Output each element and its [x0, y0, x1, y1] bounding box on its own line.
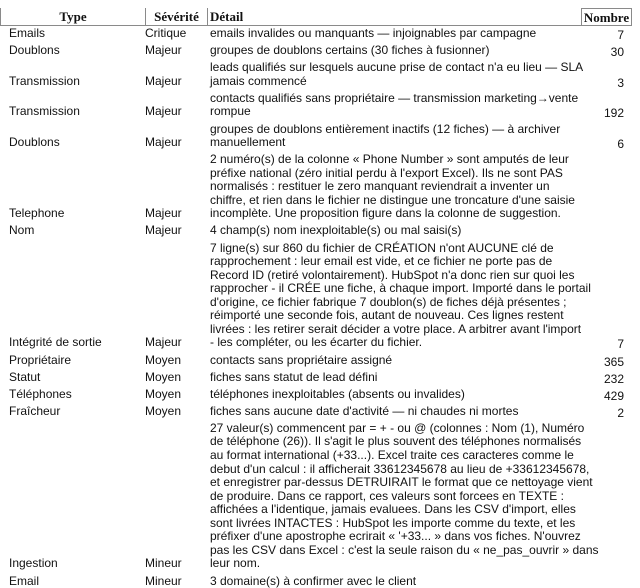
- cell-severity: Majeur: [145, 224, 182, 237]
- detail-line: groupes de doublons certains (30 fiches à fusionner): [210, 44, 580, 58]
- cell-count: 30: [611, 46, 624, 59]
- cell-type: Ingestion: [9, 557, 58, 570]
- cell-type: Statut: [9, 371, 40, 384]
- detail-line: fiches sans aucune date d'activité — ni chaudes ni mortes: [210, 405, 580, 419]
- detail-line: de téléphone (26)). Il s'agit le plus souvent des téléphones normalisés: [210, 435, 580, 449]
- cell-detail: [210, 27, 580, 41]
- table-row[interactable]: [0, 575, 632, 588]
- detail-line: 4 champ(s) nom inexploitable(s) ou mal saisi(s): [210, 224, 580, 238]
- cell-severity: Majeur: [145, 75, 182, 88]
- cell-severity: Moyen: [145, 354, 181, 367]
- cell-type: Propriétaire: [9, 354, 71, 367]
- cell-severity: Mineur: [145, 557, 182, 570]
- cell-severity: Majeur: [145, 136, 182, 149]
- cell-severity: Critique: [145, 27, 186, 40]
- table-row[interactable]: [0, 242, 632, 350]
- detail-line: Record ID (retiré volontairement). HubSpot n'a donc rien sur quoi les: [210, 269, 580, 283]
- detail-line: préfixe national (zéro initial perdu à l'export Excel). Ils ne sont PAS: [210, 167, 580, 181]
- cell-count: 7: [617, 338, 624, 351]
- detail-line: et enregistrer par-dessus DETRUIRAIT le format que ce nettoyage vient: [210, 476, 580, 490]
- cell-detail: [210, 61, 580, 88]
- cell-detail: [210, 575, 580, 588]
- cell-detail: [210, 422, 580, 571]
- detail-line: contacts sans propriétaire assigné: [210, 354, 580, 368]
- table-row[interactable]: [0, 371, 632, 385]
- cell-type: Telephone: [9, 207, 64, 220]
- detail-line: 2 numéro(s) de la colonne « Phone Number » sont amputés de leur: [210, 153, 580, 167]
- detail-line: normalisés : restituer le zero manquant reviendrait a inventer un: [210, 180, 580, 194]
- detail-line: téléphones inexploitables (absents ou invalides): [210, 388, 580, 402]
- cell-count: 232: [604, 373, 624, 386]
- cell-severity: Moyen: [145, 371, 181, 384]
- detail-line: au format international (+33...). Excel traite ces caracteres comme le: [210, 449, 580, 463]
- cell-type: Intégrité de sortie: [9, 336, 102, 349]
- cell-count: 3: [617, 77, 624, 90]
- cell-type: Doublons: [9, 44, 60, 57]
- detail-line: 7 ligne(s) sur 860 du fichier de CRÉATION n'ont AUCUNE clé de: [210, 242, 580, 256]
- cell-count: 365: [604, 356, 624, 369]
- cell-detail: [210, 153, 580, 221]
- detail-line: d'origine, ce fichier fabrique 7 doublon(s) de fiches déjà présentes ;: [210, 296, 580, 310]
- cell-type: Fraîcheur: [9, 405, 60, 418]
- detail-line: 3 domaine(s) à confirmer avec le client: [210, 575, 580, 588]
- detail-line: emails invalides ou manquants — injoignables par campagne: [210, 27, 580, 41]
- cell-type: Transmission: [9, 105, 80, 118]
- table-row[interactable]: [0, 44, 632, 58]
- cell-severity: Majeur: [145, 105, 182, 118]
- detail-line: affichées a l'identique, jamais evaluees. Dans les CSV d'import, elles: [210, 503, 580, 517]
- detail-line: livrées : les retirer serait décider a votre place. A arbitrer avant l'import: [210, 323, 580, 337]
- detail-line: fiches sans statut de lead défini: [210, 371, 580, 385]
- detail-line: debut d'un calcul : il afficherait 33612345678 au lieu de +33612345678,: [210, 463, 580, 477]
- cell-detail: [210, 92, 580, 119]
- cell-severity: Majeur: [145, 44, 182, 57]
- table-row[interactable]: [0, 388, 632, 402]
- cell-detail: [210, 388, 580, 402]
- detail-line: manuellement: [210, 136, 580, 150]
- cell-type: Email: [9, 575, 39, 588]
- cell-severity: Mineur: [145, 575, 182, 588]
- cell-severity: Moyen: [145, 388, 181, 401]
- table-row[interactable]: [0, 224, 632, 238]
- detail-line: préfixer d'une apostrophe ecrirait « '+33... » dans vos fiches. N'ouvrez: [210, 530, 580, 544]
- detail-line: 27 valeur(s) commencent par = + - ou @ (colonnes : Nom (1), Numéro: [210, 422, 580, 436]
- table-row[interactable]: [0, 422, 632, 571]
- detail-line: incomplète. Une proposition figure dans la colonne de suggestion.: [210, 207, 580, 221]
- detail-line: leads qualifiés sur lesquels aucune prise de contact n'a eu lieu — SLA: [210, 61, 580, 75]
- header-detail[interactable]: Détail: [208, 8, 582, 26]
- cell-detail: [210, 44, 580, 58]
- cell-count: 192: [604, 107, 624, 120]
- header-severity[interactable]: Sévérité: [146, 8, 208, 26]
- header-count[interactable]: Nombre: [582, 8, 632, 26]
- table-row[interactable]: [0, 153, 632, 221]
- table-row[interactable]: [0, 92, 632, 119]
- detail-line: rompue: [210, 105, 580, 119]
- cell-type: Nom: [9, 224, 34, 237]
- detail-line: pas les CSV dans Excel : c'est la seule raison du « ne_pas_ouvrir » dans: [210, 544, 580, 558]
- detail-line: sont livrées INTACTES : HubSpot les importe comme du texte, et les: [210, 517, 580, 531]
- cell-count: 2: [617, 407, 624, 420]
- detail-line: contacts qualifiés sans propriétaire — transmission marketing→vente: [210, 92, 580, 106]
- table-row[interactable]: [0, 61, 632, 88]
- cell-type: Doublons: [9, 136, 60, 149]
- detail-line: leur nom.: [210, 557, 580, 571]
- cell-type: Téléphones: [9, 388, 72, 401]
- header-type[interactable]: Type: [0, 8, 146, 26]
- detail-line: jamais commencé: [210, 75, 580, 89]
- cell-severity: Majeur: [145, 336, 182, 349]
- cell-detail: [210, 405, 580, 419]
- detail-line: rapprochement : leur email est vide, et ce fichier ne porte pas de: [210, 255, 580, 269]
- cell-count: 6: [617, 138, 624, 151]
- cell-type: Emails: [9, 27, 45, 40]
- detail-line: rapprocher - il CRÉE une fiche, à chaque import. Importé dans le portail: [210, 282, 580, 296]
- cell-count: 7: [617, 29, 624, 42]
- table-row[interactable]: [0, 27, 632, 41]
- cell-count: 429: [604, 390, 624, 403]
- cell-detail: [210, 371, 580, 385]
- detail-line: groupes de doublons entièrement inactifs (12 fiches) — à archiver: [210, 123, 580, 137]
- cell-detail: [210, 354, 580, 368]
- cell-type: Transmission: [9, 75, 80, 88]
- cell-detail: [210, 224, 580, 238]
- detail-line: chiffre, et rien dans le fichier ne distingue une troncature d'une saisie: [210, 194, 580, 208]
- cell-detail: [210, 123, 580, 150]
- table-row[interactable]: [0, 354, 632, 368]
- cell-severity: Majeur: [145, 207, 182, 220]
- detail-line: réimporté une seconde fois, autant de nouveau. Ces lignes restent: [210, 309, 580, 323]
- detail-line: de produire. Dans ce rapport, ces valeurs sont forcees en TEXTE :: [210, 490, 580, 504]
- cell-detail: [210, 242, 580, 350]
- table-row[interactable]: [0, 123, 632, 150]
- detail-line: - les compléter, ou les écarter du fichier.: [210, 336, 580, 350]
- cell-severity: Moyen: [145, 405, 181, 418]
- table-row[interactable]: [0, 405, 632, 419]
